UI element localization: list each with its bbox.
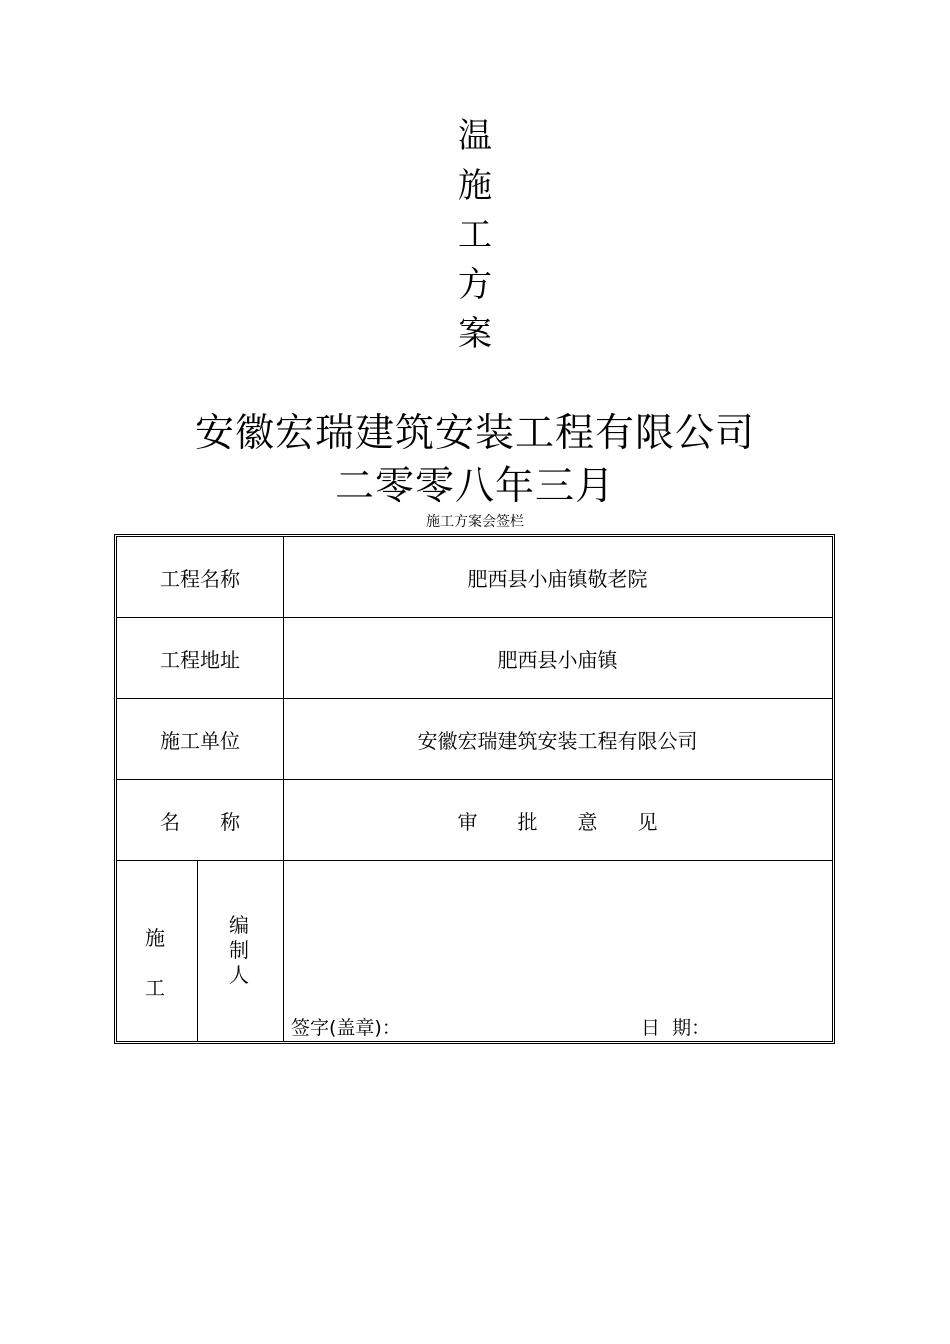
construction-group-cell — [117, 861, 198, 1041]
table-row-project-address — [117, 618, 832, 699]
table-row-project-name — [117, 537, 832, 618]
name-header: 名 称 — [117, 780, 284, 860]
table-row-header — [117, 780, 832, 861]
project-address-label: 工程地址 — [117, 618, 284, 698]
preparer-char: 制 — [229, 938, 249, 962]
contractor-value: 安徽宏瑞建筑安装工程有限公司 — [417, 728, 698, 753]
table-row-contractor — [117, 699, 832, 780]
date-label: 日 期： — [641, 1017, 711, 1039]
approval-opinion-header: 审 批 意 见 — [457, 809, 658, 834]
project-address-value: 肥西县小庙镇 — [497, 647, 618, 672]
table-row-preparer — [117, 861, 832, 1041]
title-char: 工 — [458, 215, 492, 255]
title-char: 施 — [458, 165, 492, 206]
signature-line — [291, 1015, 824, 1041]
group-char: 施 — [145, 926, 165, 950]
preparer-char: 人 — [229, 963, 249, 987]
table-caption: 施工方案会签栏 — [426, 514, 524, 530]
title-char: 方 — [458, 264, 492, 305]
signoff-table — [114, 534, 835, 1044]
signature-label: 签字(盖章)： — [291, 1017, 401, 1039]
group-char: 工 — [145, 976, 165, 1000]
title-char: 温 — [458, 116, 492, 156]
preparer-label — [229, 913, 249, 988]
title-char: 案 — [458, 314, 492, 354]
project-name-value: 肥西县小庙镇敬老院 — [467, 566, 648, 591]
preparer-char: 编 — [229, 913, 249, 937]
document-date: 二零零八年三月 — [334, 464, 615, 509]
construction-group-label — [145, 913, 165, 1013]
project-name-label: 工程名称 — [117, 537, 284, 617]
vertical-title — [455, 112, 495, 360]
contractor-label: 施工单位 — [117, 699, 284, 779]
preparer-cell — [197, 861, 284, 1041]
company-name: 安徽宏瑞建筑安装工程有限公司 — [194, 411, 755, 456]
